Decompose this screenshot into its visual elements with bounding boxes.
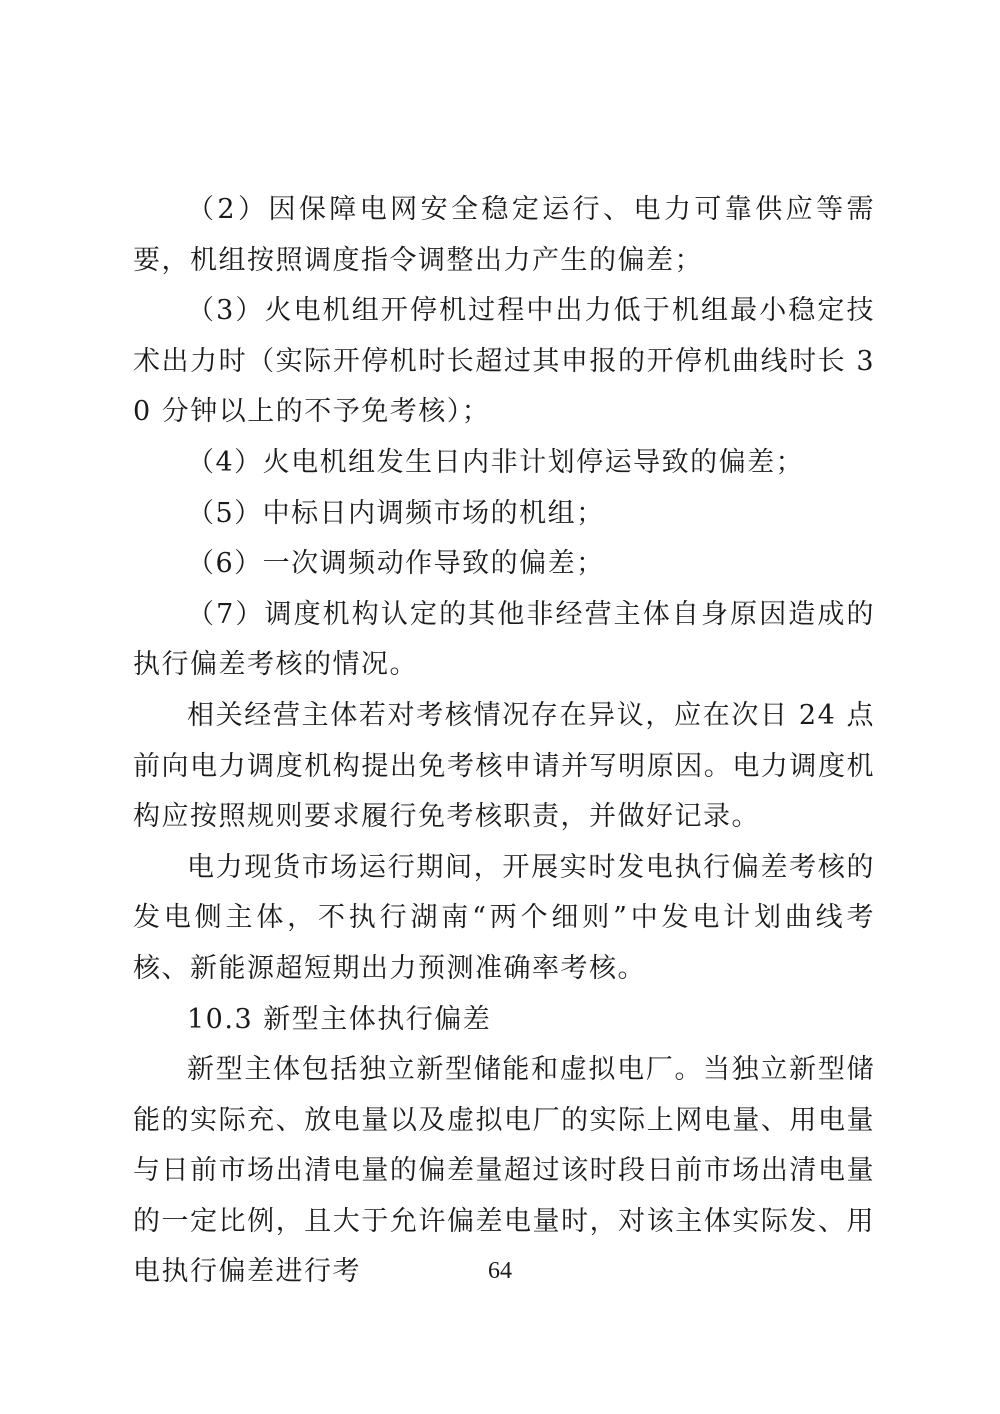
- section-heading-10-3: 10.3 新型主体执行偏差: [187, 1003, 492, 1035]
- exemption-item-6: （6）一次调频动作导致的偏差；: [187, 548, 605, 580]
- objection-paragraph: 相关经营主体若对考核情况存在异议，应在次日 24 点前向电力调度机构提出免考核申请并写明原因。电力调度机构应按照规则要求履行免考核职责，并做好记录。: [133, 699, 875, 833]
- document-body: [133, 185, 875, 1298]
- exemption-item-2: （2）因保障电网安全稳定运行、电力可靠供应等需要，机组按照调度指令调整出力产生的偏差；: [133, 194, 875, 276]
- exemption-item-7: （7）调度机构认定的其他非经营主体自身原因造成的执行偏差考核的情况。: [133, 598, 875, 681]
- exemption-item-5: （5）中标日内调频市场的机组；: [187, 497, 605, 529]
- page-number: 64: [488, 1258, 512, 1284]
- new-entity-paragraph: 新型主体包括独立新型储能和虚拟电厂。当独立新型储能的实际充、放电量以及虚拟电厂的实际上网电量、用电量与日前市场出清电量的偏差量超过该时段日前市场出清电量的一定比例，且大于允许偏差电量时，对该主体实际发、用电执行偏差进行考: [133, 1054, 875, 1288]
- exemption-item-3: （3）火电机组开停机过程中出力低于机组最小稳定技术出力时（实际开停机时长超过其申报的开停机曲线时长 30 分钟以上的不予免考核）；: [133, 295, 875, 428]
- exemption-item-4: （4）火电机组发生日内非计划停运导致的偏差；: [187, 446, 805, 478]
- spot-market-paragraph: 电力现货市场运行期间，开展实时发电执行偏差考核的发电侧主体，不执行湖南“两个细则”中发电计划曲线考核、新能源超短期出力预测准确率考核。: [133, 851, 875, 984]
